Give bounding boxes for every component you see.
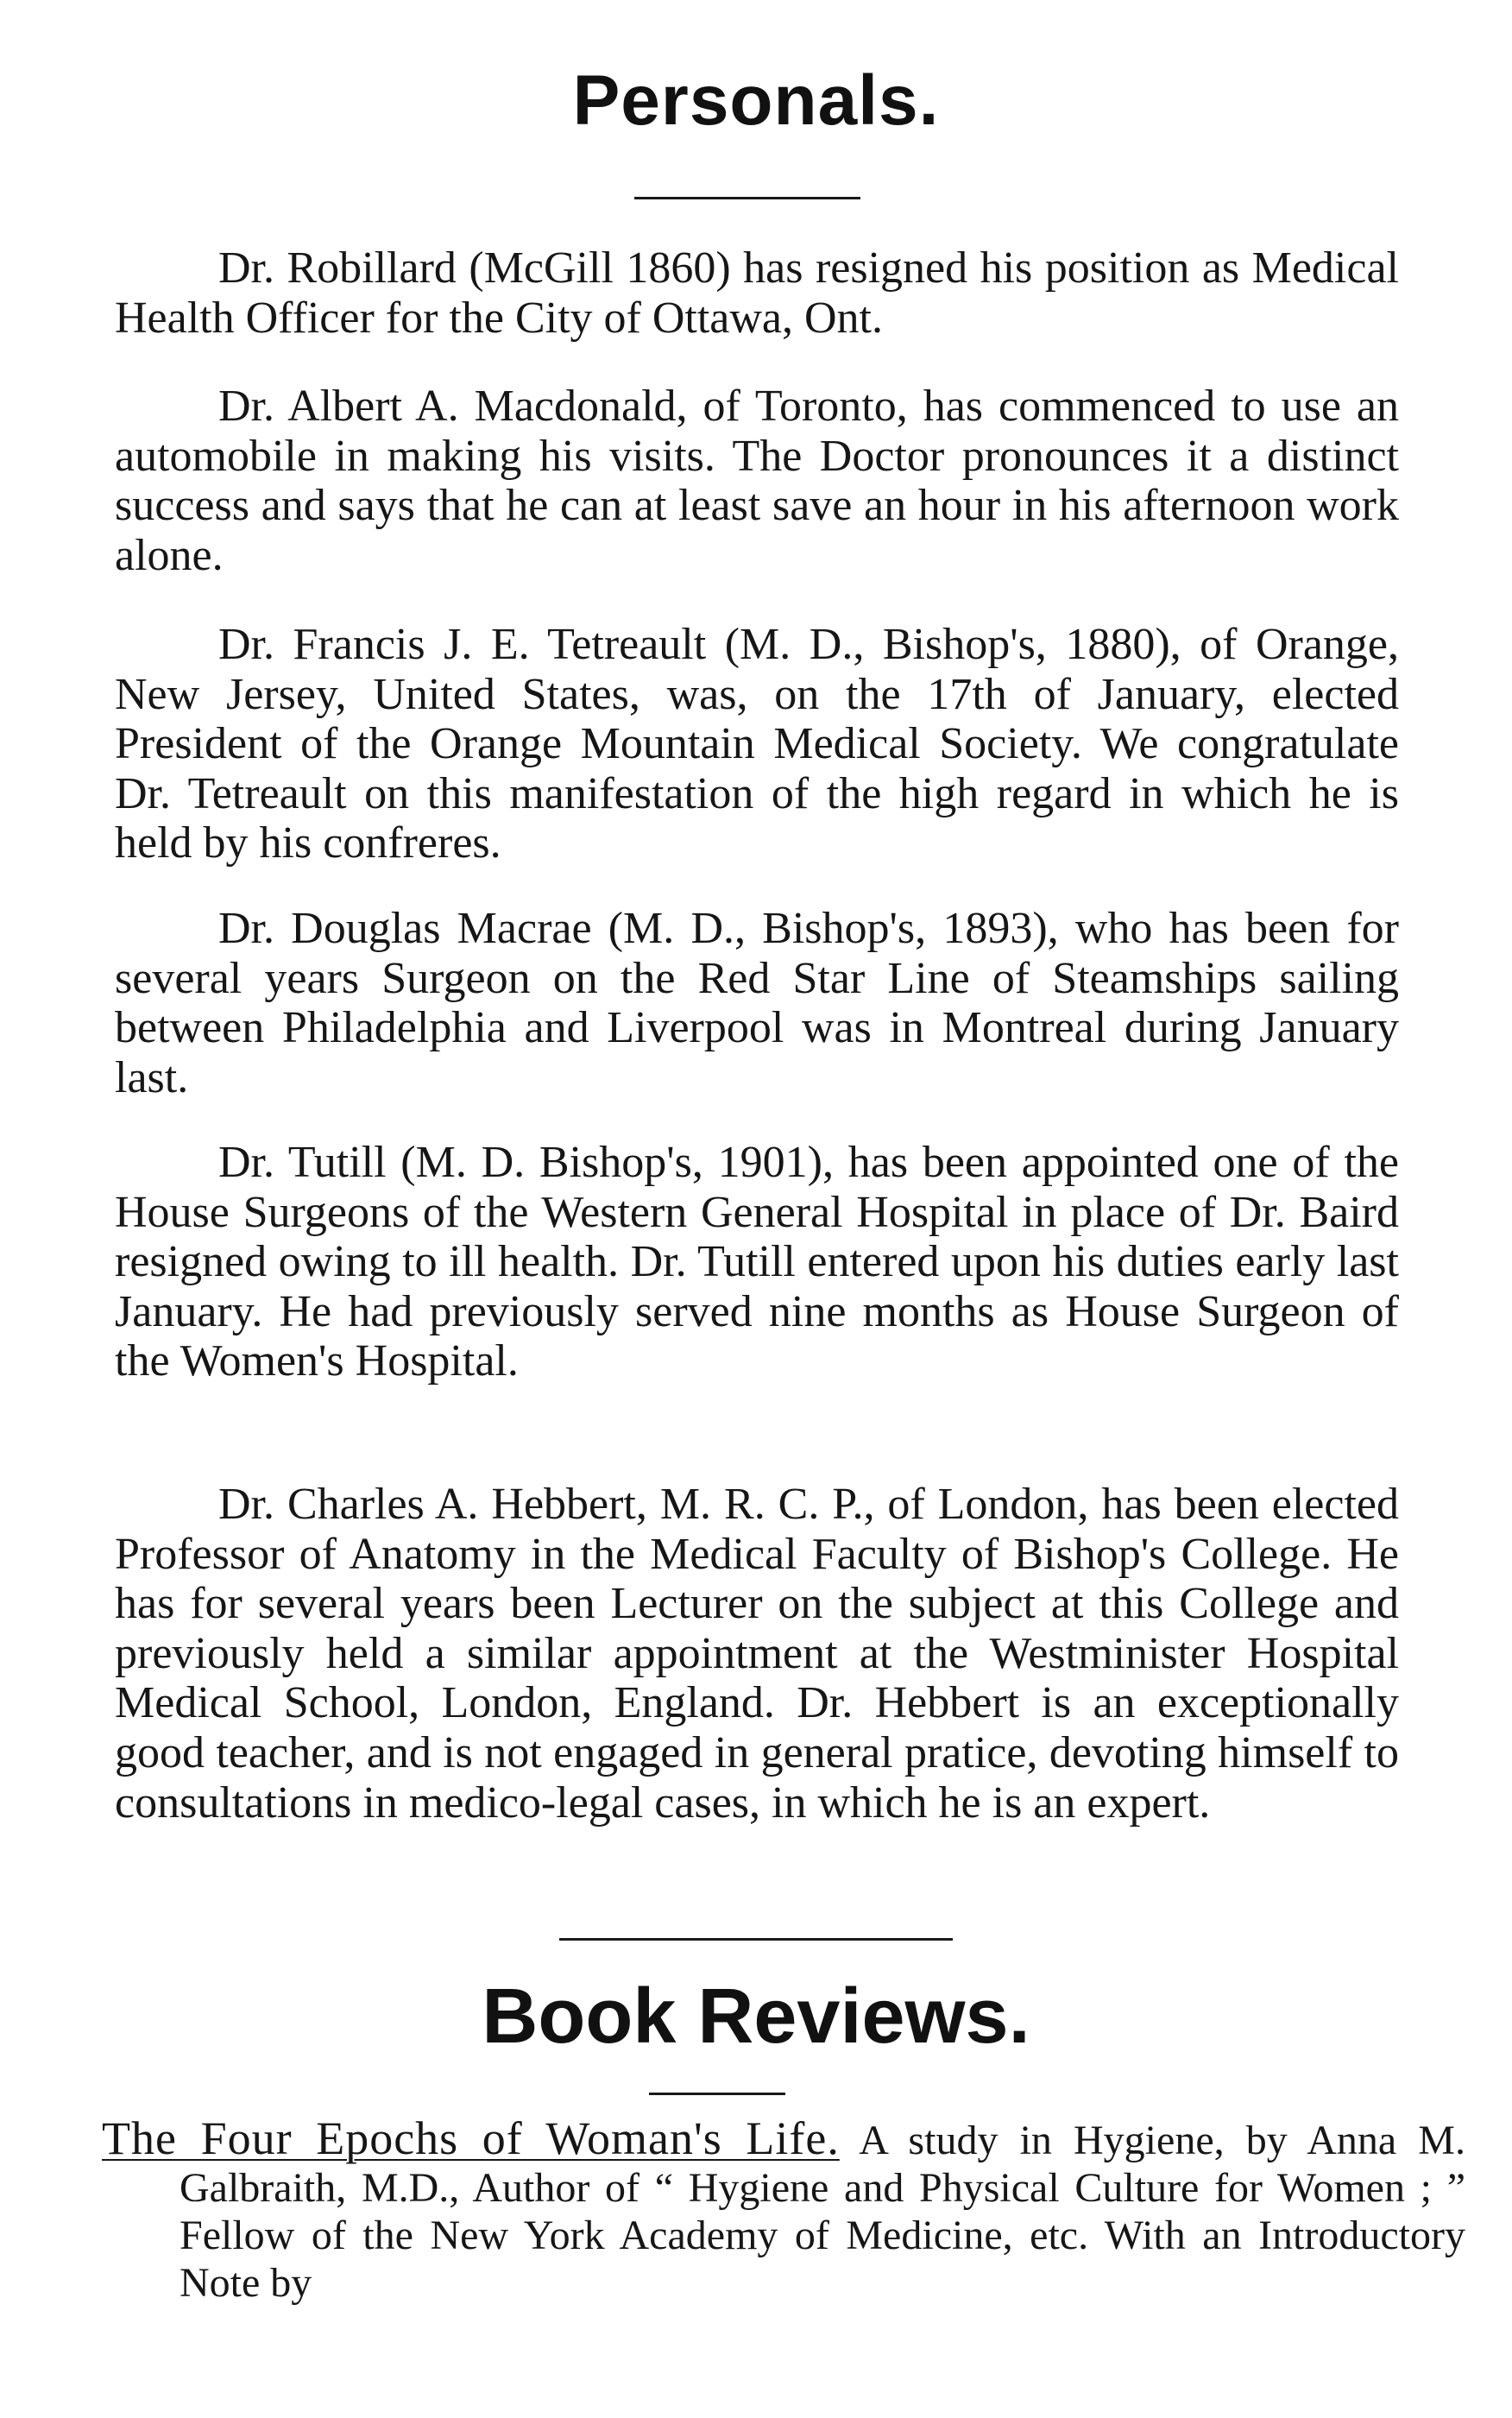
- personal-paragraph: Dr. Albert A. Macdonald, of Toronto, has commenced to use an automobile in making his visits. The Doctor pronounces it a distinct success and says that he can at least save an hour in his afternoon work alone.: [115, 382, 1399, 580]
- heading-rule: [634, 197, 860, 199]
- book-review-entry: [102, 2112, 1465, 2307]
- section-divider: [559, 1938, 953, 1941]
- book-review-text: A study in Hygiene, by Anna M. Galbraith, M.D., Author of “ Hygiene and Physical Culture for Women ; ” Fellow of the New York Academy of Medicine, etc. With an Introductory Note by: [180, 2118, 1465, 2306]
- book-title: The Four Epochs of Woman's Life.: [102, 2112, 840, 2164]
- personal-paragraph: Dr. Francis J. E. Tetreault (M. D., Bishop's, 1880), of Orange, New Jersey, United States, was, on the 17th of January, elected President of the Orange Mountain Medical Society. We congratulate Dr. Tetreault on this manifestation of the high regard in which he is held by his confreres.: [115, 620, 1399, 868]
- heading-rule: [649, 2093, 785, 2095]
- personals-heading: Personals.: [572, 61, 940, 140]
- personal-paragraph: Dr. Charles A. Hebbert, M. R. C. P., of London, has been elected Professor of Anatomy in the Medical Faculty of Bishop's College. He has for several years been Lecturer on the subject at this College and previously held a similar appointment at the Westminister Hospital Medical School, London, England. Dr. Hebbert is an exceptionally good teacher, and is not engaged in general pratice, devoting himself to consultations in medico-legal cases, in which he is an expert.: [115, 1480, 1399, 1828]
- book-reviews-heading: Book Reviews.: [482, 1973, 1030, 2060]
- personal-paragraph: Dr. Robillard (McGill 1860) has resigned his position as Medical Health Officer for the City of Ottawa, Ont.: [115, 243, 1399, 343]
- personal-paragraph: Dr. Tutill (M. D. Bishop's, 1901), has been appointed one of the House Surgeons of the Western General Hospital in place of Dr. Baird resigned owing to ill health. Dr. Tutill entered upon his duties early last January. He had previously served nine months as House Surgeon of the Women's Hospital.: [115, 1138, 1399, 1386]
- personal-paragraph: Dr. Douglas Macrae (M. D., Bishop's, 1893), who has been for several years Surgeon on the Red Star Line of Steamships sailing between Philadelphia and Liverpool was in Montreal during January last.: [115, 904, 1399, 1102]
